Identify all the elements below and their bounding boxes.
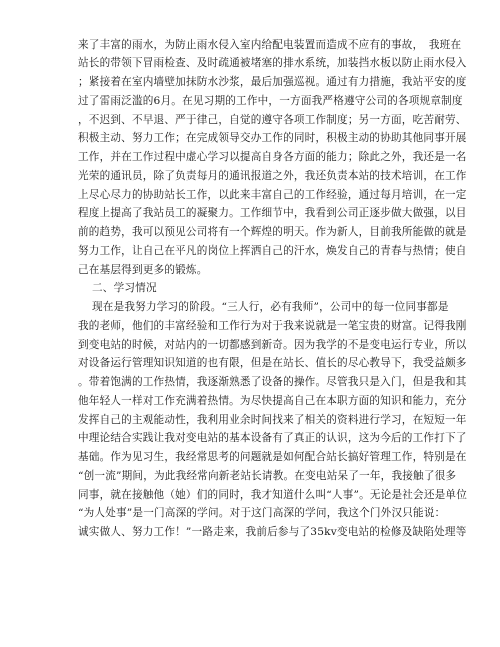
- text-line: ，不迟到、不早退、严于律己，自觉的遵守各项工作制度；另一方面，吃苦耐劳、: [78, 114, 467, 126]
- text-line: 到变电站的时候，对站内的一切都感到新奇。因为我学的不是变电运行专业，所以: [78, 339, 467, 351]
- paragraph-first-line: 现在是我努力学习的阶段。“三人行，必有我师”，公司中的每一位同事都是: [92, 301, 449, 313]
- text-line: 中理论结合实践让我对变电站的基本设备有了真正的认识，这为今后的工作打下了: [78, 432, 467, 444]
- text-line: 积极主动、努力工作；在完成领导交办工作的同时，积极主动的协助其他同事开展: [78, 132, 467, 144]
- text-line: 前的趋势，我可以预见公司将有一个辉煌的明天。作为新人，目前我所能做的就是: [78, 226, 467, 238]
- text-line: 努力工作，让自己在平凡的岗位上挥洒自己的汗水，焕发自己的青春与热情；使自: [78, 245, 467, 257]
- text-line: 来了丰富的雨水，为防止雨水侵入室内给配电装置而造成不应有的事故， 我班在: [78, 39, 462, 51]
- text-line: 站长的带领下冒雨检查、及时疏通被堵塞的排水系统，加装挡水板以防止雨水侵入: [78, 57, 467, 69]
- text-line: 上尽心尽力的协助站长工作，以此来丰富自己的工作经验，通过每月培训，在一定: [78, 189, 467, 201]
- text-line: 。带着饱满的工作热情，我逐渐熟悉了设备的操作。尽管我只是入门，但是我和其: [78, 376, 467, 388]
- text-line: 同事，就在接触他（她）们的同时，我才知道什么叫“人事”。无论是社会还是单位: [78, 489, 468, 501]
- text-line: 过了雷雨泛滥的6月。在见习期的工作中，一方面我严格遵守公司的各项规章制度: [78, 95, 463, 107]
- text-line: 对设备运行管理知识知道的也有限，但是在站长、值长的尽心教导下，我受益颇多: [78, 357, 467, 369]
- text-line: 诚实做人、努力工作！”一路走来，我前后参与了35kv变电站的检修及缺陷处理等: [78, 526, 467, 538]
- section-heading: 二、学习情况: [92, 282, 157, 294]
- text-line: 他年轻人一样对工作充满着热情。为尽快提高自己在本职方面的知识和能力，充分: [78, 395, 467, 407]
- text-line: “创一流”期间，为此我经常向新老站长请教。在变电站呆了一年，我接触了很多: [78, 470, 457, 482]
- text-line: 我的老师，他们的丰富经验和工作行为对于我来说就是一笔宝贵的财富。记得我刚: [78, 320, 467, 332]
- text-line: 发挥自己的主观能动性，我利用业余时间找来了相关的资料进行学习，在短短一年: [78, 414, 467, 426]
- text-line: 工作，并在工作过程中虚心学习以提高自身各方面的能力；除此之外，我还是一名: [78, 151, 467, 163]
- text-line: ；紧接着在室内墙壁加抹防水沙浆，最后加强巡视。通过有力措施，我站平安的度: [78, 76, 467, 88]
- text-line: 程度上提高了我站员工的凝聚力。工作细节中，我看到公司正逐步做大做强，以目: [78, 207, 467, 219]
- text-line: 光荣的通讯员，除了负责每月的通讯报道之外，我还负责本站的技术培训，在工作: [78, 170, 467, 182]
- text-line: 基础。作为见习生，我经常思考的问题就是如何配合站长搞好管理工作，特别是在: [78, 451, 467, 463]
- text-line: 己在基层得到更多的锻炼。: [78, 264, 208, 276]
- text-line: “为人处事”是一门高深的学问。对于这门高深的学问，我这个门外汉只能说：: [78, 507, 446, 519]
